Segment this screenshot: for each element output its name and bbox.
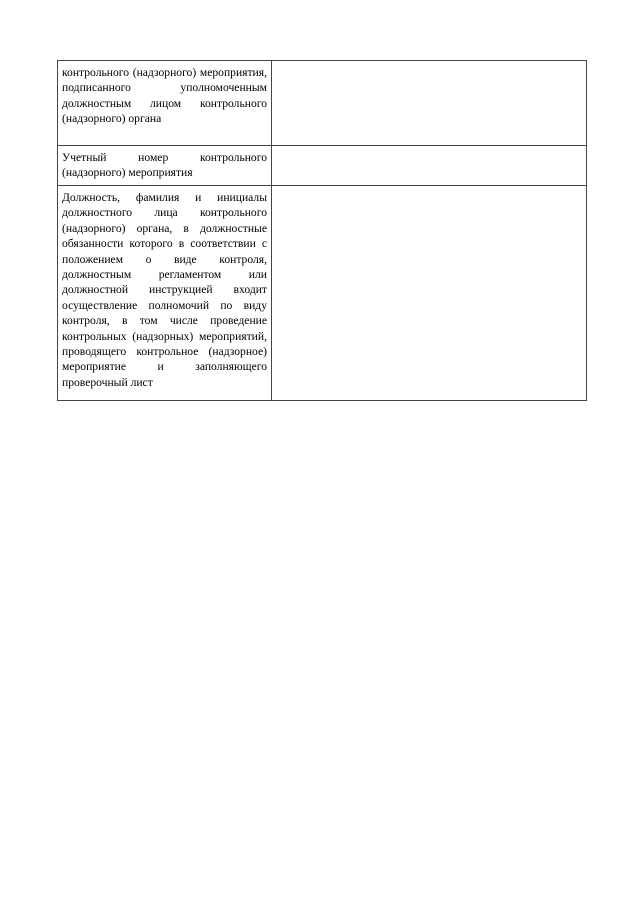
row-label: Должность, фамилия и инициалы должностного лица контрольного (надзорного) органа, в должностные обязанности которого в соответствии с положением о виде контроля, должностным регламентом или должностной инструкцией входит осуществление полномочий по виду контроля, в том числе проведение контрольных (надзорных) мероприятий, проводящего контрольное (надзорное) мероприятие и заполняющего проверочный лист [58,186,272,401]
row-value-field[interactable] [272,186,587,401]
row-label: Учетный номер контрольного (надзорного) мероприятия [58,146,272,186]
table-row [58,146,587,186]
row-value-field[interactable] [272,146,587,186]
table-row [58,186,587,401]
table-row [58,61,587,146]
checklist-table [57,60,587,401]
row-value-field[interactable] [272,61,587,146]
row-label: контрольного (надзорного) мероприятия, подписанного уполномоченным должностным лицом контрольного (надзорного) органа [58,61,272,146]
